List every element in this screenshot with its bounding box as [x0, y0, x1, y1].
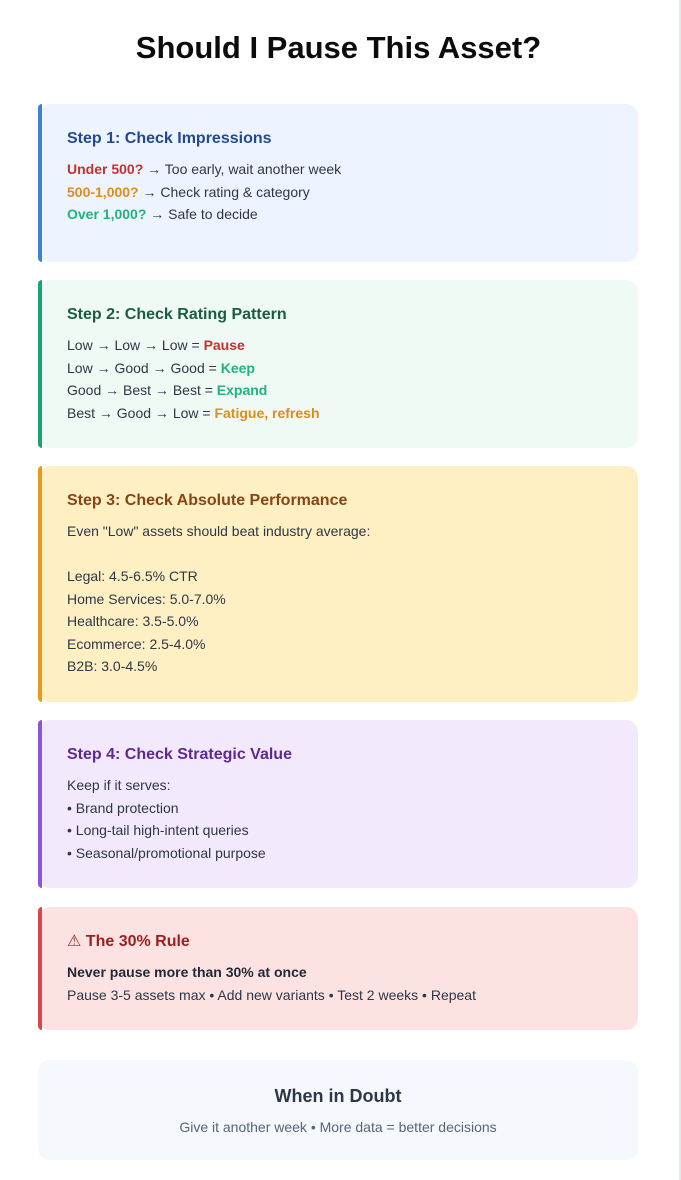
- rule-text: Pause 3-5 assets max • Add new variants • Test 2 weeks • Repeat: [67, 986, 476, 1003]
- pattern-result: Fatigue, refresh: [214, 404, 320, 421]
- step4-heading: Step 4: Check Strategic Value: [67, 746, 292, 763]
- doubt-card: [38, 1060, 638, 1160]
- step1-row-text: → Check rating & category: [138, 183, 310, 200]
- rule-bold-text: Never pause more than 30% at once: [67, 964, 307, 980]
- doubt-heading: When in Doubt: [274, 1086, 402, 1106]
- pattern-result: Expand: [216, 382, 268, 398]
- list-item: • Brand protection: [67, 799, 179, 816]
- rule-title: The 30% Rule: [85, 933, 190, 950]
- step1-card: [38, 104, 638, 262]
- industry-legal: Legal: 4.5-6.5% CTR: [67, 568, 198, 584]
- step2-heading: Step 2: Check Rating Pattern: [67, 306, 287, 323]
- step1-row-under-500: [67, 158, 612, 181]
- step1-row-label: 500-1,000?: [67, 183, 139, 200]
- list-item: • Long-tail high-intent queries: [67, 822, 249, 838]
- pattern-row-fatigue: [67, 402, 612, 425]
- industry-b2b: B2B: 3.0-4.5%: [67, 658, 158, 674]
- step3-heading: Step 3: Check Absolute Performance: [67, 492, 348, 509]
- spacer: [67, 543, 612, 566]
- industry-ecommerce: Ecommerce: 2.5-4.0%: [67, 635, 206, 652]
- pattern-row-pause: [67, 334, 612, 357]
- step1-row-text: → Safe to decide: [146, 206, 258, 222]
- step3-card: [38, 466, 638, 702]
- list-item: • Seasonal/promotional purpose: [67, 844, 266, 861]
- pattern-row-expand: [67, 379, 612, 402]
- step1-row-label: Over 1,000?: [67, 206, 147, 222]
- step1-row-500-1000: [67, 181, 612, 204]
- pattern-row-keep: [67, 357, 612, 380]
- doubt-text: Give it another week • More data = better decisions: [179, 1119, 497, 1135]
- pattern-result: Pause: [203, 337, 245, 353]
- pattern-text: Low → Good → Good =: [67, 359, 221, 376]
- pattern-result: Keep: [220, 359, 255, 376]
- rule-heading: [67, 932, 612, 952]
- step1-row-text: → Too early, wait another week: [143, 161, 342, 177]
- step2-card: [38, 280, 638, 448]
- step1-row-over-1000: [67, 203, 612, 226]
- page-title: Should I Pause This Asset?: [135, 30, 542, 65]
- step1-heading: Step 1: Check Impressions: [67, 130, 272, 147]
- step4-card: [38, 720, 638, 888]
- step1-row-label: Under 500?: [67, 161, 144, 177]
- industry-home-services: Home Services: 5.0-7.0%: [67, 590, 226, 607]
- pattern-text: Low → Low → Low =: [67, 337, 204, 353]
- pattern-text: Good → Best → Best =: [67, 382, 217, 398]
- step3-intro: Even "Low" assets should beat industry average:: [67, 523, 371, 539]
- warning-icon: ⚠: [67, 933, 82, 950]
- rule-card: [38, 907, 638, 1030]
- step4-intro: Keep if it serves:: [67, 777, 171, 793]
- industry-healthcare: Healthcare: 3.5-5.0%: [67, 613, 199, 629]
- pattern-text: Best → Good → Low =: [67, 404, 215, 421]
